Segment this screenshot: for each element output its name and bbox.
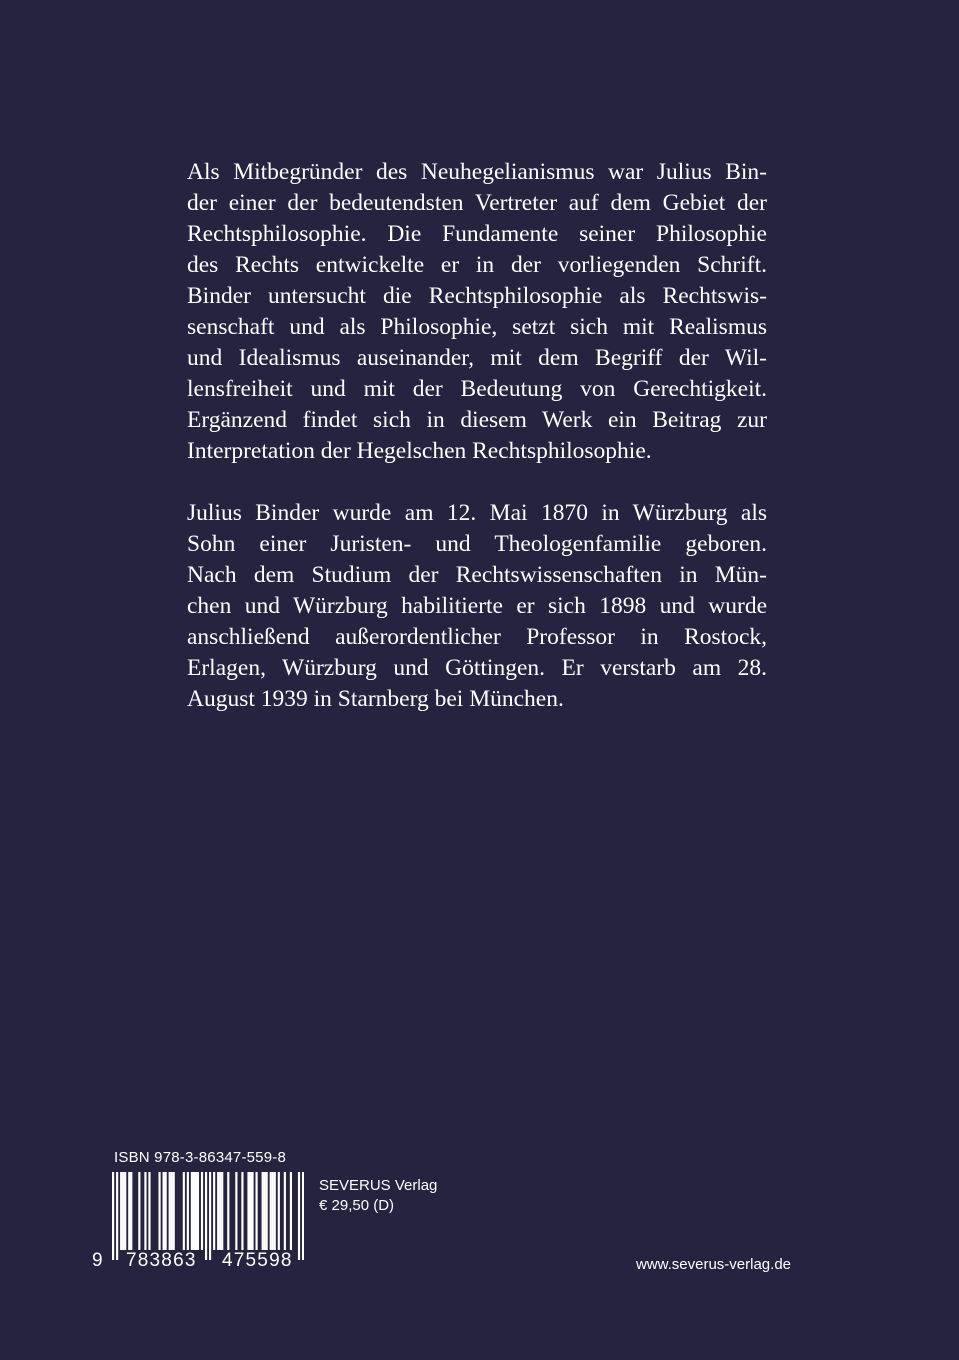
description-line: Sohn einer Juristen- und Theologenfamilie geboren. xyxy=(187,531,767,557)
description-line: senschaft und als Philosophie, setzt sich mit Realismus xyxy=(187,314,767,340)
barcode-bar xyxy=(262,1172,264,1250)
barcode-bar xyxy=(209,1172,211,1260)
description-line: Interpretation der Hegelschen Rechtsphilosophie. xyxy=(187,438,652,464)
barcode-bar xyxy=(272,1172,274,1250)
barcode-bar xyxy=(241,1172,243,1250)
barcode-bar xyxy=(195,1172,197,1250)
barcode-bar xyxy=(221,1172,223,1250)
description-line: Binder untersucht die Rechtsphilosophie als Rechtswis- xyxy=(187,283,767,309)
barcode-bar xyxy=(219,1172,221,1250)
barcode-digit-first: 9 xyxy=(92,1250,103,1271)
barcode-bar xyxy=(290,1172,292,1250)
barcode-bar xyxy=(183,1172,185,1250)
publisher-name: SEVERUS Verlag xyxy=(319,1177,438,1194)
barcode-bar xyxy=(171,1172,173,1250)
barcode-bar xyxy=(116,1172,118,1260)
barcode-bar xyxy=(213,1172,215,1250)
barcode-bar xyxy=(247,1172,249,1250)
description-line: des Rechts entwickelte er in der vorliegenden Schrift. xyxy=(187,252,767,278)
barcode-bar xyxy=(191,1172,193,1250)
barcode-bar xyxy=(124,1172,126,1250)
barcode-bar xyxy=(255,1172,257,1250)
barcode-bar xyxy=(201,1172,203,1250)
barcode-bar xyxy=(148,1172,150,1250)
book-description xyxy=(187,157,767,746)
barcode-bar xyxy=(120,1172,122,1250)
barcode xyxy=(112,1172,304,1260)
barcode-bar xyxy=(187,1172,189,1250)
barcode-bar xyxy=(227,1172,229,1250)
description-line: Julius Binder wurde am 12. Mai 1870 in Würzburg als xyxy=(187,500,767,526)
barcode-digits xyxy=(92,1250,312,1274)
barcode-bar xyxy=(270,1172,272,1250)
description-line: Ergänzend findet sich in diesem Werk ein Beitrag zur xyxy=(187,407,767,433)
barcode-bar xyxy=(122,1172,124,1250)
barcode-bar xyxy=(274,1172,276,1250)
barcode-bar xyxy=(193,1172,195,1250)
barcode-bar xyxy=(217,1172,219,1250)
description-line: lensfreiheit und mit der Bedeutung von Gerechtigkeit. xyxy=(187,376,767,402)
description-line: der einer der bedeutendsten Vertreter auf dem Gebiet der xyxy=(187,190,767,216)
barcode-bar xyxy=(251,1172,253,1250)
barcode-digits-right: 475598 xyxy=(222,1250,293,1271)
barcode-bar xyxy=(158,1172,160,1250)
barcode-bar xyxy=(169,1172,171,1250)
description-line: Als Mitbegründer des Neuhegelianismus war Julius Bin- xyxy=(187,159,767,185)
barcode-bar xyxy=(302,1172,304,1260)
barcode-bar xyxy=(173,1172,175,1250)
barcode-bar xyxy=(235,1172,237,1250)
barcode-bar xyxy=(278,1172,280,1250)
barcode-graphic xyxy=(112,1172,304,1260)
description-paragraph-1 xyxy=(187,157,767,467)
description-line: Erlagen, Würzburg und Göttingen. Er verstarb am 28. xyxy=(187,655,767,681)
barcode-bar xyxy=(284,1172,286,1250)
barcode-bar xyxy=(197,1172,199,1250)
barcode-digits-left: 783863 xyxy=(126,1250,197,1271)
isbn-label: ISBN 978-3-86347-559-8 xyxy=(114,1149,287,1166)
book-price: € 29,50 (D) xyxy=(319,1197,395,1214)
barcode-bar xyxy=(165,1172,167,1250)
barcode-bar xyxy=(130,1172,132,1250)
barcode-bar xyxy=(138,1172,140,1250)
description-paragraph-2 xyxy=(187,498,767,715)
publisher-info xyxy=(319,1176,437,1216)
barcode-bar xyxy=(128,1172,130,1250)
barcode-bar xyxy=(112,1172,114,1260)
barcode-bar xyxy=(298,1172,300,1260)
description-line: Nach dem Studium der Rechtswissenschaften in Mün- xyxy=(187,562,767,588)
barcode-bar xyxy=(205,1172,207,1260)
barcode-bar xyxy=(144,1172,146,1250)
barcode-bar xyxy=(163,1172,165,1250)
barcode-bar xyxy=(264,1172,266,1250)
description-line: und Idealismus auseinander, mit dem Begriff der Wil- xyxy=(187,345,767,371)
description-line: Rechtsphilosophie. Die Fundamente seiner Philosophie xyxy=(187,221,767,247)
description-line: August 1939 in Starnberg bei München. xyxy=(187,686,564,712)
description-line: anschließend außerordentlicher Professor in Rostock, xyxy=(187,624,767,650)
barcode-bar xyxy=(266,1172,268,1250)
description-line: chen und Würzburg habilitierte er sich 1898 und wurde xyxy=(187,593,767,619)
publisher-website[interactable]: www.severus-verlag.de xyxy=(635,1256,791,1273)
barcode-bar xyxy=(249,1172,251,1250)
